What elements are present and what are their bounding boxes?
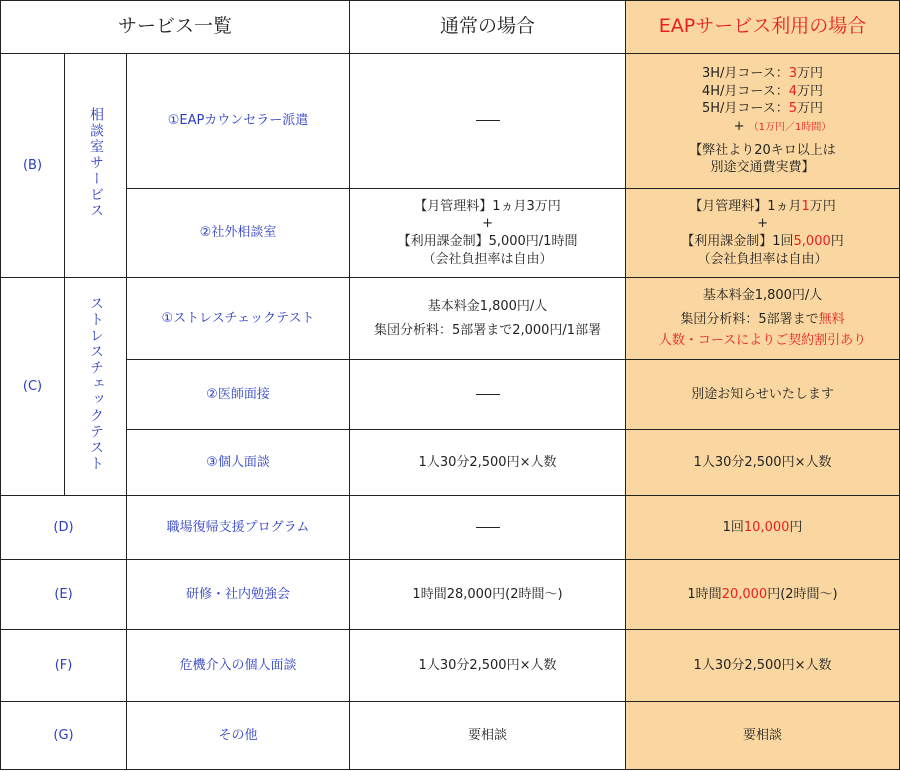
eap-g: 要相談 [626,702,900,770]
eap-b1: 3H/月コース：3万円 4H/月コース：4万円 5H/月コース：5万円 + （1万円／1時間） 【弊社より20キロ以上は 別途交通費実費】 [626,54,900,189]
group-code-b: (B) [1,54,65,278]
group-code-d: (D) [1,496,127,560]
service-name-b2: ②社外相談室 [127,189,350,278]
service-name-d: 職場復帰支援プログラム [127,496,350,560]
eap-b1-note: （1万円／1時間） [748,122,832,133]
service-name-g: その他 [127,702,350,770]
header-normal: 通常の場合 [350,1,626,54]
eap-e: 1時間20,000円(2時間～) [626,560,900,630]
service-name-e: 研修・社内勉強会 [127,560,350,630]
eap-b2: 【月管理料】1ヵ月1万円 + 【利用課金制】1回5,000円 （会社負担率は自由） [626,189,900,278]
eap-d: 1回10,000円 [626,496,900,560]
group-label-b [65,54,127,278]
service-name-c3: ③個人面談 [127,430,350,496]
row-b1 [1,54,900,189]
service-name-c2: ②医師面接 [127,360,350,430]
service-name-f: 危機介入の個人面談 [127,630,350,702]
service-name-c1: ①ストレスチェックテスト [127,278,350,360]
dash-icon [476,394,500,395]
header-row [1,1,900,54]
row-c2 [1,360,900,430]
normal-c2 [350,360,626,430]
service-name-b1: ①EAPカウンセラー派遣 [127,54,350,189]
eap-c2: 別途お知らせいたします [626,360,900,430]
header-service-list: サービス一覧 [1,1,350,54]
row-d [1,496,900,560]
group-code-f: (F) [1,630,127,702]
dash-icon [476,527,500,528]
group-code-c: (C) [1,278,65,496]
eap-f: 1人30分2,500円×人数 [626,630,900,702]
group-code-e: (E) [1,560,127,630]
eap-c3: 1人30分2,500円×人数 [626,430,900,496]
group-vertical-c: ストレスチェックテスト [87,295,104,472]
normal-f: 1人30分2,500円×人数 [350,630,626,702]
eap-c1: 基本料金1,800円/人 集団分析料：5部署まで無料 人数・コースによりご契約割引あり [626,278,900,360]
row-g [1,702,900,770]
normal-c1: 基本料金1,800円/人 集団分析料：5部署まで2,000円/1部署 [350,278,626,360]
normal-c3: 1人30分2,500円×人数 [350,430,626,496]
group-label-c [65,278,127,496]
group-vertical-b: 相談室サービス [87,106,104,219]
row-e [1,560,900,630]
normal-d [350,496,626,560]
header-eap: EAPサービス利用の場合 [626,1,900,54]
row-c1 [1,278,900,360]
row-c3 [1,430,900,496]
normal-b2: 【月管理料】1ヵ月3万円 + 【利用課金制】5,000円/1時間 （会社負担率は自由） [350,189,626,278]
group-code-g: (G) [1,702,127,770]
normal-e: 1時間28,000円(2時間～) [350,560,626,630]
normal-b1 [350,54,626,189]
row-f [1,630,900,702]
row-b2 [1,189,900,278]
dash-icon [476,120,500,121]
normal-g: 要相談 [350,702,626,770]
